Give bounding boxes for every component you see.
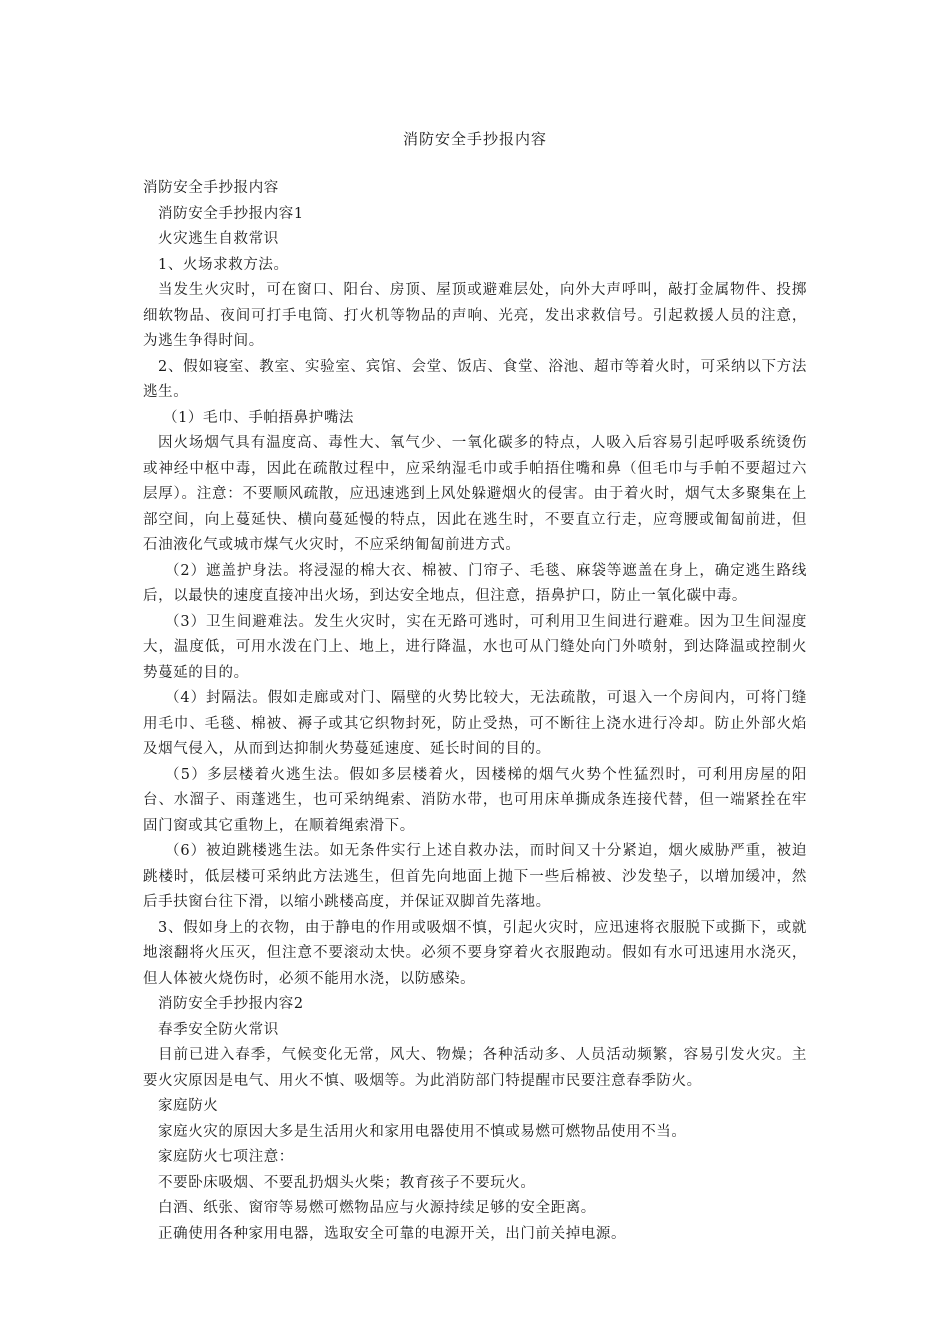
paragraph: 火灾逃生自救常识: [158, 231, 279, 247]
paragraph: （6）被迫跳楼逃生法。如无条件实行上述自救办法，而时间又十分紧迫，烟火威胁严重，被迫跳楼时，低层楼可采纳此方法逃生，但首先向地面上抛下一些后棉被、沙发垫子，以增加缓冲，然后手扶窗台往下滑，以缩小跳楼高度，并保证双脚首先落地。: [143, 843, 807, 910]
paragraph: （4）封隔法。假如走廊或对门、隔壁的火势比较大，无法疏散，可退入一个房间内，可将门缝用毛巾、毛毯、棉被、褥子或其它织物封死，防止受热，可不断往上浇水进行冷却。防止外部火焰及烟气侵入，从而到达抑制火势蔓延速度、延长时间的目的。: [143, 690, 807, 757]
paragraph: 白酒、纸张、窗帘等易燃可燃物品应与火源持续足够的安全距离。: [158, 1200, 596, 1216]
paragraph: 不要卧床吸烟、不要乱扔烟头火柴；教育孩子不要玩火。: [158, 1174, 536, 1191]
paragraph: 家庭防火七项注意：: [158, 1149, 294, 1165]
paragraph: （3）卫生间避难法。发生火灾时，实在无路可逃时，可利用卫生间进行避难。因为卫生间湿度大，温度低，可用水泼在门上、地上，进行降温，水也可从门缝处向门外喷射，到达降温或控制火势蔓延的目的。: [143, 613, 807, 681]
paragraph: 正确使用各种家用电器，选取安全可靠的电源开关，出门前关掉电源。: [158, 1225, 627, 1242]
paragraph: （2）遮盖护身法。将浸湿的棉大衣、棉被、门帘子、毛毯、麻袋等遮盖在身上，确定逃生路线后，以最快的速度直接冲出火场，到达安全地点，但注意，捂鼻护口，防止一氧化碳中毒。: [143, 562, 807, 604]
paragraph: 因火场烟气具有温度高、毒性大、氧气少、一氧化碳多的特点，人吸入后容易引起呼吸系统烫伤或神经中枢中毒，因此在疏散过程中，应采纳湿毛巾或手帕捂住嘴和鼻（但毛巾与手帕不要超过六层厚）。注意：不要顺风疏散，应迅速逃到上风处躲避烟火的侵害。由于着火时，烟气太多聚集在上部空间，向上蔓延快、横向蔓延慢的特点，因此在逃生时，不要直立行走，应弯腰或匍匐前进，但石油液化气或城市煤气火灾时，不应采纳匍匐前进方式。: [143, 435, 807, 553]
paragraph: 春季安全防火常识: [158, 1021, 279, 1038]
paragraph: （5）多层楼着火逃生法。假如多层楼着火，因楼梯的烟气火势个性猛烈时，可利用房屋的阳台、水溜子、雨蓬逃生，也可采纳绳索、消防水带，也可用床单撕成条连接代替，但一端紧拴在牢固门窗或其它重物上，在顺着绳索滑下。: [143, 766, 807, 834]
paragraph: 消防安全手抄报内容1: [158, 205, 304, 222]
paragraph: 消防安全手抄报内容2: [158, 996, 304, 1012]
paragraph: 家庭火灾的原因大多是生活用火和家用电器使用不慎或易燃可燃物品使用不当。: [158, 1123, 687, 1140]
paragraph: （1）毛巾、手帕捂鼻护嘴法: [163, 409, 355, 426]
paragraph: 消防安全手抄报内容: [143, 180, 279, 196]
paragraph: 2、假如寝室、教室、实验室、宾馆、会堂、饭店、食堂、浴池、超市等着火时，可采纳以下方法逃生。: [143, 358, 807, 400]
document-title: 消防安全手抄报内容: [402, 130, 547, 148]
document-body: [143, 176, 807, 1247]
paragraph: 3、假如身上的衣物，由于静电的作用或吸烟不慎，引起火灾时，应迅速将衣服脱下或撕下，或就地滚翻将火压灭，但注意不要滚动太快。必须不要身穿着火衣服跑动。假如有水可迅速用水浇灭，但人体被火烧伤时，必须不能用水浇，以防感染。: [143, 919, 807, 987]
paragraph: 家庭防火: [158, 1098, 219, 1114]
paragraph: 1、火场求救方法。: [158, 256, 289, 273]
paragraph: 当发生火灾时，可在窗口、阳台、房顶、屋顶或避难层处，向外大声呼叫，敲打金属物件、投掷细软物品、夜间可打手电筒、打火机等物品的声响、光亮，发出求救信号。引起救援人员的注意，为逃生争得时间。: [143, 282, 807, 349]
paragraph: 目前已进入春季，气候变化无常，风大、物燥；各种活动多、人员活动频繁，容易引发火灾。主要火灾原因是电气、用火不慎、吸烟等。为此消防部门特提醒市民要注意春季防火。: [143, 1047, 807, 1089]
